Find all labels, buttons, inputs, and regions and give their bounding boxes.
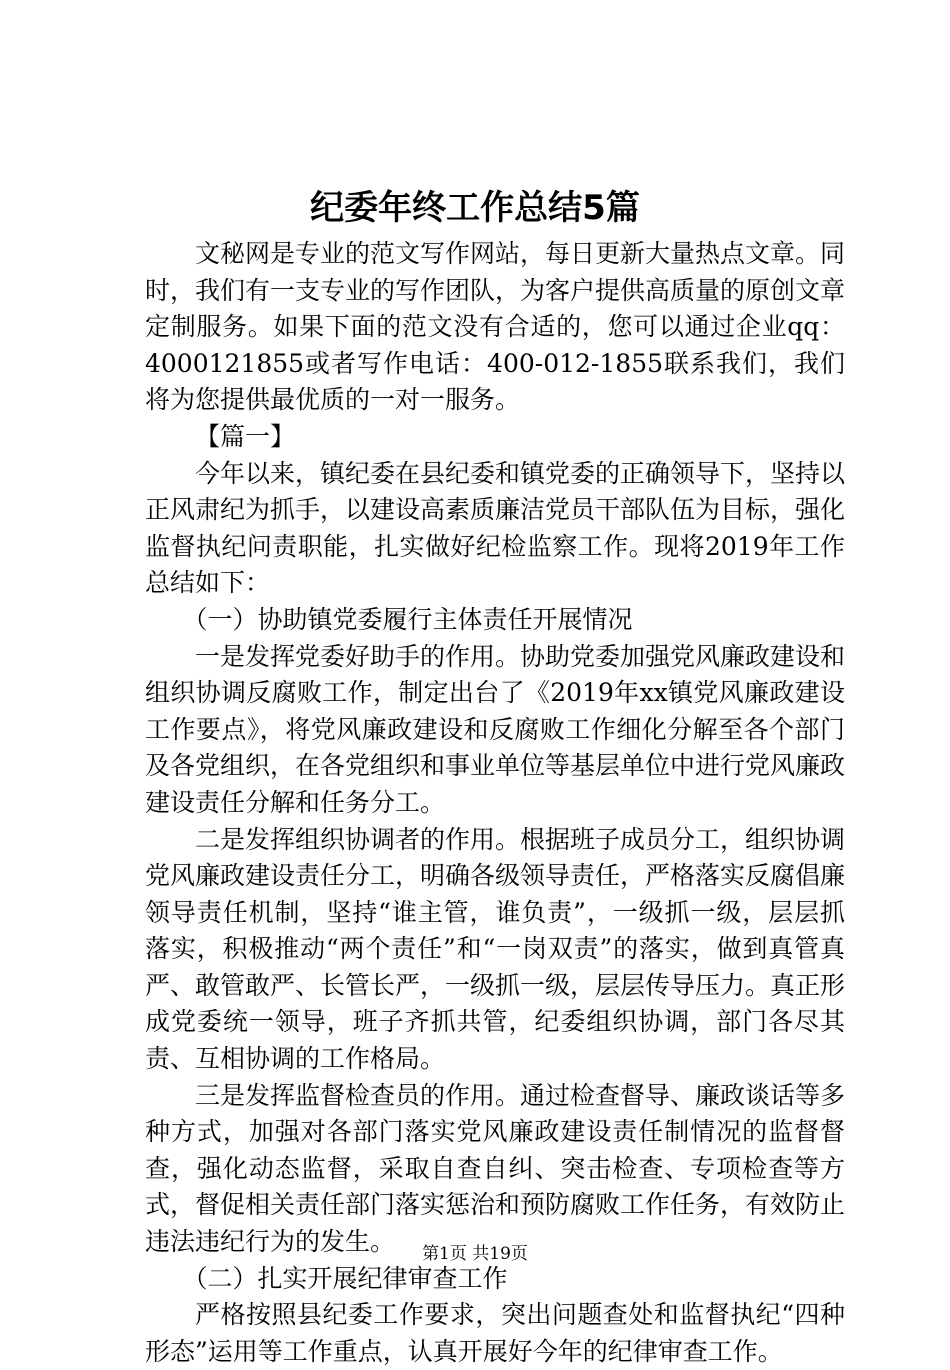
body-paragraph: 严格按照县纪委工作要求，突出问题查处和监督执纪“四种形态”运用等工作重点，认真开展好今年的纪律审查工作。 [145, 1300, 845, 1366]
body-paragraph: 二是发挥组织协调者的作用。根据班子成员分工，组织协调党风廉政建设责任分工，明确各级领导责任，严格落实反腐倡廉领导责任机制，坚持“谁主管，谁负责”，一级抓一级，层层抓落实，积极推动“两个责任”和“一岗双责”的落实，做到真管真严、敢管敢严、长管长严，一级抓一级，层层传导压力。真正形成党委统一领导，班子齐抓共管，纪委组织协调，部门各尽其责、互相协调的工作格局。 [145, 824, 846, 1074]
document-title: 纪委年终工作总结5篇 [310, 188, 640, 228]
body-paragraph: 一是发挥党委好助手的作用。协助党委加强党风廉政建设和组织协调反腐败工作，制定出台了《2019年xx镇党风廉政建设工作要点》，将党风廉政建设和反腐败工作细化分解至各个部门及各党组织，在各党组织和事业单位等基层单位中进行党风廉政建设责任分解和任务分工。 [145, 641, 846, 817]
section-heading: （一）协助镇党委履行主体责任开展情况 [182, 604, 633, 634]
page-number: 第1页 共19页 [422, 1244, 528, 1264]
section-heading: （二）扎实开展纪律审查工作 [182, 1263, 508, 1293]
document-body [145, 236, 845, 1370]
intro-paragraph: 文秘网是专业的范文写作网站，每日更新大量热点文章。同时，我们有一支专业的写作团队，为客户提供高质量的原创文章定制服务。如果下面的范文没有合适的，您可以通过企业qq：4000121855或者写作电话：400-012-1855联系我们，我们将为您提供最优质的一对一服务。 [145, 239, 846, 415]
body-paragraph: 三是发挥监督检查员的作用。通过检查督导、廉政谈话等多种方式，加强对各部门落实党风廉政建设责任制情况的监督督查，强化动态监督，采取自查自纠、突击检查、专项检查等方式，督促相关责任部门落实惩治和预防腐败工作任务，有效防止违法违纪行为的发生。 [145, 1080, 846, 1257]
section-label: 【篇一】 [195, 421, 296, 451]
body-paragraph: 今年以来，镇纪委在县纪委和镇党委的正确领导下，坚持以正风肃纪为抓手，以建设高素质廉洁党员干部队伍为目标，强化监督执纪问责职能，扎实做好纪检监察工作。现将2019年工作总结如下： [145, 458, 846, 598]
